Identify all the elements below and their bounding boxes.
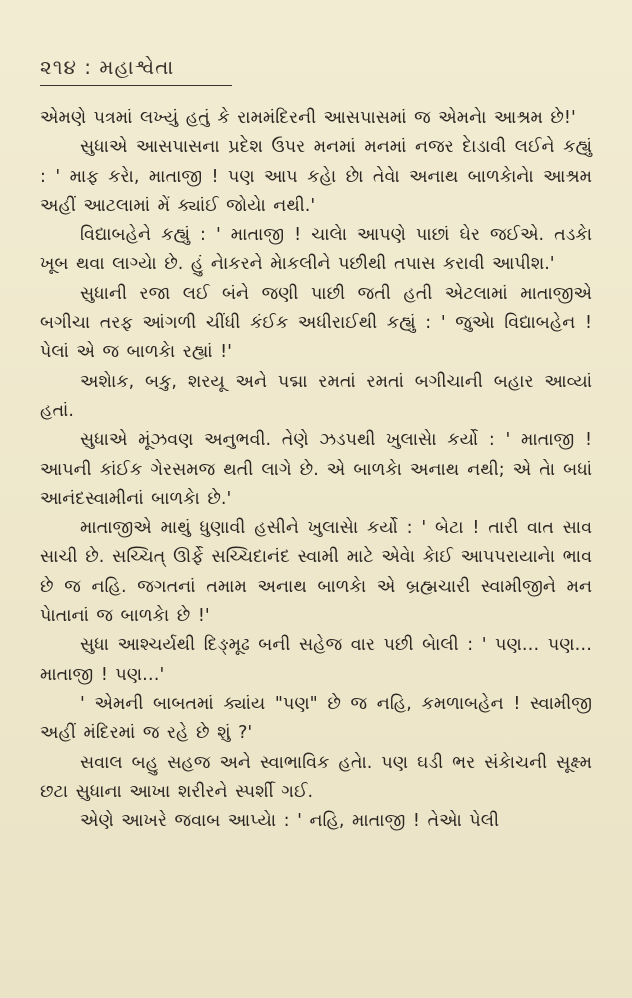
paragraph: એણે આખરે જવાબ આપ્યેા : ' નહિ, માતાજી ! તેએા પેલી — [80, 811, 499, 832]
paragraph: સુધાએ મૂંઝવણ અનુભવી. તેણે ઝડપથી ખુલાસેા કર્યો : ' માતાજી ! આપની કાંઈક ગેરસમજ થતી લાગે છે. એ બાળકેા અનાથ નથી; એ તેા બધાં આનંદસ્વામીનાં બાળકેા છે.' — [40, 430, 592, 509]
paragraph: સુધાની રજા લઈ બંને જણી પાછી જતી હતી એટલામાં માતાજીએ બગીચા તરફ આંગળી ચીંધી કંઈક અધીરાઈથી કહ્યું : ' જુએા વિદ્યાબહેન ! પેલાં એ જ બાળકેા રહ્યાં !' — [40, 283, 592, 363]
paragraph: ' એમની બાબતમાં ક્યાંય "પણ" છે જ નહિ, કમળાબહેન ! સ્વામીજી અહીં મંદિરમાં જ રહે છે શું ?' — [40, 693, 592, 744]
paragraph: અશેાક, બકુ, શરયૂ અને પદ્મા રમતાં રમતાં બગીચાની બહાર આવ્યાં હતાં. — [40, 371, 592, 421]
paragraph: સુધાએ આસપાસના પ્રદેશ ઉપર મનમાં મનમાં નજર દેાડાવી લઈને કહ્યું : ' માફ કરેા, માતાજી ! પણ આપ કહેા છેા તેવેા અનાથ બાળકેાનેા આશ્રમ અહીં આટલામાં મેં ક્યાંઈ જોયેા નથી.' — [40, 137, 592, 216]
header-rule — [40, 85, 232, 86]
paragraph: માતાજીએ માથું ધુણાવી હસીને ખુલાસેા કર્યો : ' બેટા ! તારી વાત સાવ સાચી છે. સચ્ચિત્ ઊર્ફે સચ્ચિદાનંદ સ્વામી માટે એવેા કેાઈ આપપરાયાનેા ભાવ છે જ નહિ. જગતનાં તમામ અનાથ બાળકેા એ બ્રહ્મચારી સ્વામીજીને મન પેાતાનાં જ બાળકેા છે !' — [40, 518, 592, 627]
paragraph: વિદ્યાબહેને કહ્યું : ' માતાજી ! ચાલેા આપણે પાછાં ઘેર જઈએ. તડકેા ખૂબ થવા લાગ્યેા છે. હું નેાકરને મેાકલીને પછીથી તપાસ કરાવી આપીશ.' — [40, 225, 592, 275]
body-text — [40, 104, 592, 836]
paragraph: એમણે પત્રમાં લખ્યું હતું કે રામમંદિરની આસપાસમાં જ એમનેા આશ્રમ છે!' — [40, 108, 576, 128]
running-head: ૨૧૪ : મહાશ્વેતા — [40, 55, 175, 79]
paragraph: સુધા આશ્ચર્યથી દિઙ્મૂઢ બની સહેજ વાર પછી બેાલી : ' પણ… પણ…માતાજી ! પણ…' — [40, 635, 592, 685]
paragraph: સવાલ બહુ સહજ અને સ્વાભાવિક હતેા. પણ ઘડી ભર સંકેાચની સૂક્ષ્મ છટા સુધાના આખા શરીરને સ્પર્શી ગઈ. — [40, 752, 592, 802]
